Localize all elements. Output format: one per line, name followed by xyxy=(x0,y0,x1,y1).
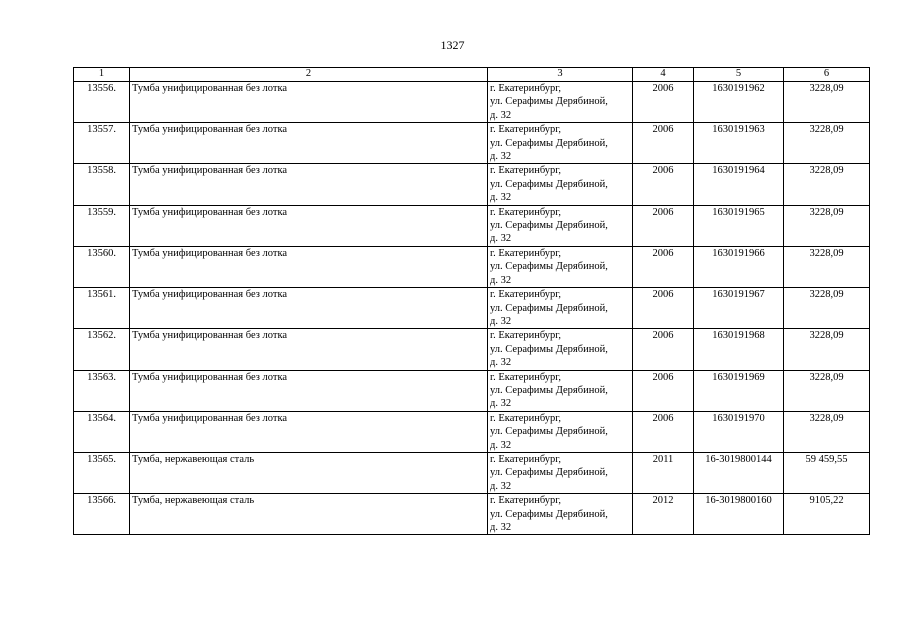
table-row xyxy=(74,164,870,205)
address-line: ул. Серафимы Дерябиной, xyxy=(490,178,608,190)
item-name: Тумба унифицированная без лотка xyxy=(130,246,488,287)
table-body xyxy=(74,82,870,535)
table-row xyxy=(74,246,870,287)
address-line: г. Екатеринбург, xyxy=(490,124,562,136)
item-address xyxy=(488,288,633,329)
row-number: 13557. xyxy=(74,123,130,164)
item-address xyxy=(488,164,633,205)
row-number: 13563. xyxy=(74,370,130,411)
row-number: 13559. xyxy=(74,205,130,246)
row-number: 13565. xyxy=(74,452,130,493)
table-row xyxy=(74,494,870,535)
table-row xyxy=(74,370,870,411)
item-cost: 3228,09 xyxy=(784,246,870,287)
item-name: Тумба, нержавеющая сталь xyxy=(130,452,488,493)
item-address xyxy=(488,452,633,493)
item-address xyxy=(488,370,633,411)
item-name: Тумба унифицированная без лотка xyxy=(130,411,488,452)
table-row xyxy=(74,205,870,246)
column-header-4: 4 xyxy=(633,68,694,82)
table-row xyxy=(74,288,870,329)
address-line: д. 32 xyxy=(490,480,512,492)
item-cost: 3228,09 xyxy=(784,288,870,329)
inventory-number: 1630191967 xyxy=(694,288,784,329)
item-address xyxy=(488,494,633,535)
item-year: 2006 xyxy=(633,205,694,246)
item-year: 2011 xyxy=(633,452,694,493)
item-name: Тумба унифицированная без лотка xyxy=(130,329,488,370)
item-year: 2006 xyxy=(633,411,694,452)
item-cost: 3228,09 xyxy=(784,205,870,246)
item-address xyxy=(488,205,633,246)
address-line: г. Екатеринбург, xyxy=(490,371,562,383)
address-line: д. 32 xyxy=(490,315,512,327)
property-table xyxy=(73,67,870,535)
item-address xyxy=(488,123,633,164)
item-cost: 3228,09 xyxy=(784,82,870,123)
address-line: ул. Серафимы Дерябиной, xyxy=(490,220,608,232)
inventory-number: 1630191965 xyxy=(694,205,784,246)
address-line: д. 32 xyxy=(490,522,512,533)
address-line: ул. Серафимы Дерябиной, xyxy=(490,261,608,273)
item-year: 2006 xyxy=(633,123,694,164)
address-line: г. Екатеринбург, xyxy=(490,453,562,465)
address-line: ул. Серафимы Дерябиной, xyxy=(490,508,608,520)
inventory-number: 16-3019800160 xyxy=(694,494,784,535)
row-number: 13560. xyxy=(74,246,130,287)
address-line: д. 32 xyxy=(490,439,512,451)
address-line: г. Екатеринбург, xyxy=(490,412,562,424)
item-name: Тумба унифицированная без лотка xyxy=(130,370,488,411)
address-line: ул. Серафимы Дерябиной, xyxy=(490,467,608,479)
item-cost: 3228,09 xyxy=(784,411,870,452)
column-header-5: 5 xyxy=(694,68,784,82)
row-number: 13556. xyxy=(74,82,130,123)
item-address xyxy=(488,82,633,123)
table-row xyxy=(74,82,870,123)
inventory-number: 1630191969 xyxy=(694,370,784,411)
address-line: д. 32 xyxy=(490,357,512,369)
column-header-1: 1 xyxy=(74,68,130,82)
page-number: 1327 xyxy=(440,38,465,52)
item-name: Тумба, нержавеющая сталь xyxy=(130,494,488,535)
row-number: 13566. xyxy=(74,494,130,535)
address-line: г. Екатеринбург, xyxy=(490,83,562,94)
inventory-number: 1630191966 xyxy=(694,246,784,287)
row-number: 13562. xyxy=(74,329,130,370)
inventory-number: 1630191970 xyxy=(694,411,784,452)
item-name: Тумба унифицированная без лотка xyxy=(130,205,488,246)
address-line: г. Екатеринбург, xyxy=(490,330,562,342)
item-cost: 59 459,55 xyxy=(784,452,870,493)
table-header xyxy=(74,68,870,82)
table-row xyxy=(74,329,870,370)
column-header-3: 3 xyxy=(488,68,633,82)
inventory-number: 16-3019800144 xyxy=(694,452,784,493)
table-row xyxy=(74,452,870,493)
item-year: 2006 xyxy=(633,370,694,411)
item-address xyxy=(488,329,633,370)
address-line: д. 32 xyxy=(490,151,512,163)
inventory-number: 1630191963 xyxy=(694,123,784,164)
item-year: 2006 xyxy=(633,288,694,329)
row-number: 13558. xyxy=(74,164,130,205)
item-cost: 9105,22 xyxy=(784,494,870,535)
item-year: 2006 xyxy=(633,329,694,370)
item-year: 2012 xyxy=(633,494,694,535)
address-line: ул. Серафимы Дерябиной, xyxy=(490,426,608,438)
address-line: ул. Серафимы Дерябиной, xyxy=(490,96,608,108)
address-line: ул. Серафимы Дерябиной, xyxy=(490,343,608,355)
item-year: 2006 xyxy=(633,164,694,205)
address-line: д. 32 xyxy=(490,233,512,245)
item-cost: 3228,09 xyxy=(784,370,870,411)
column-header-2: 2 xyxy=(130,68,488,82)
row-number: 13561. xyxy=(74,288,130,329)
item-name: Тумба унифицированная без лотка xyxy=(130,288,488,329)
address-line: д. 32 xyxy=(490,274,512,286)
address-line: ул. Серафимы Дерябиной, xyxy=(490,384,608,396)
column-header-6: 6 xyxy=(784,68,870,82)
item-year: 2006 xyxy=(633,246,694,287)
item-name: Тумба унифицированная без лотка xyxy=(130,123,488,164)
item-cost: 3228,09 xyxy=(784,123,870,164)
address-line: ул. Серафимы Дерябиной, xyxy=(490,302,608,314)
header-row xyxy=(74,68,870,82)
address-line: д. 32 xyxy=(490,398,512,410)
inventory-number: 1630191968 xyxy=(694,329,784,370)
address-line: д. 32 xyxy=(490,192,512,204)
item-cost: 3228,09 xyxy=(784,164,870,205)
address-line: г. Екатеринбург, xyxy=(490,165,562,177)
inventory-number: 1630191964 xyxy=(694,164,784,205)
item-address xyxy=(488,246,633,287)
address-line: г. Екатеринбург, xyxy=(490,206,562,218)
table-row xyxy=(74,411,870,452)
address-line: д. 32 xyxy=(490,109,512,121)
item-name: Тумба унифицированная без лотка xyxy=(130,82,488,123)
item-cost: 3228,09 xyxy=(784,329,870,370)
address-line: ул. Серафимы Дерябиной, xyxy=(490,137,608,149)
item-address xyxy=(488,411,633,452)
address-line: г. Екатеринбург, xyxy=(490,495,562,507)
table-row xyxy=(74,123,870,164)
item-name: Тумба унифицированная без лотка xyxy=(130,164,488,205)
row-number: 13564. xyxy=(74,411,130,452)
address-line: г. Екатеринбург, xyxy=(490,289,562,301)
address-line: г. Екатеринбург, xyxy=(490,247,562,259)
item-year: 2006 xyxy=(633,82,694,123)
inventory-number: 1630191962 xyxy=(694,82,784,123)
